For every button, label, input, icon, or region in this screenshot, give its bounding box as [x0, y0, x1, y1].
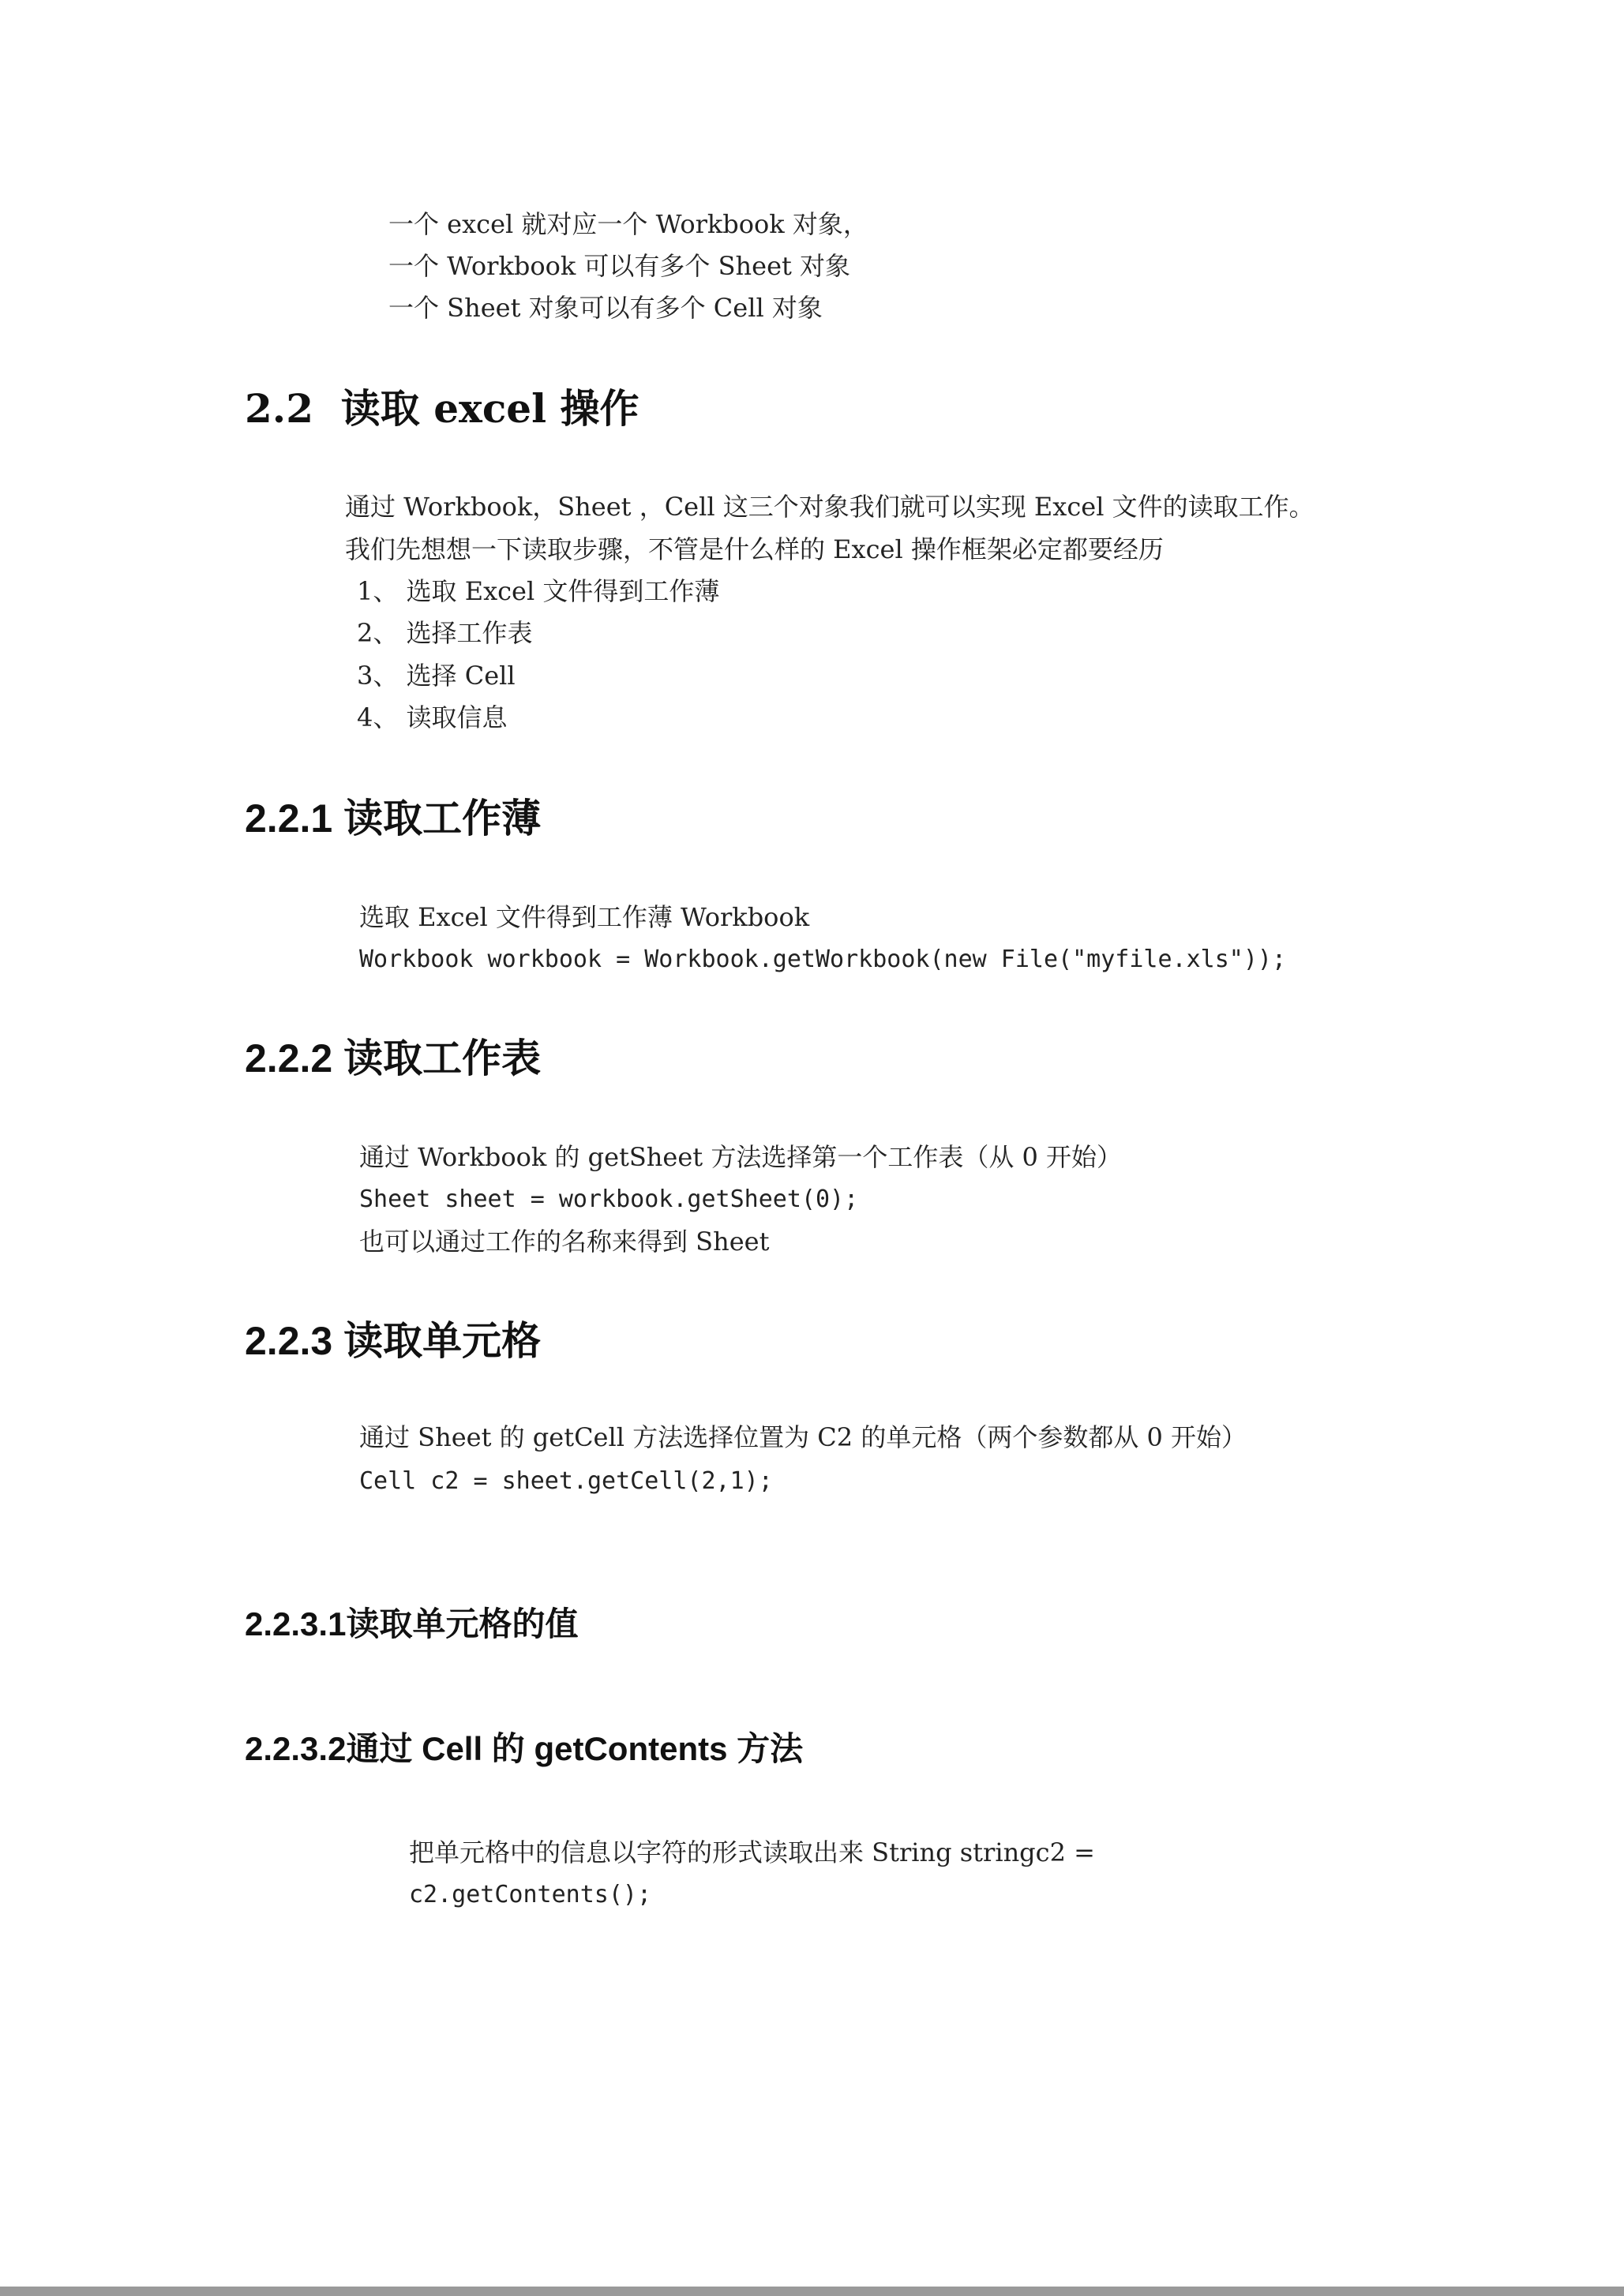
- step-item-3: 3、 选择 Cell: [357, 661, 516, 691]
- step-item-1: 1、 选取 Excel 文件得到工作薄: [357, 576, 720, 606]
- step-item-2: 2、 选择工作表: [357, 618, 533, 648]
- intro-line-2: 一个 Workbook 可以有多个 Sheet 对象: [388, 251, 851, 281]
- heading-2-2-2: 2.2.2 读取工作表: [245, 1036, 542, 1081]
- heading-2-2-1: 2.2.1 读取工作薄: [245, 796, 542, 841]
- section-2-2-1-code: Workbook workbook = Workbook.getWorkbook(new File("myfile.xls"));: [359, 946, 1286, 973]
- section-2-2-2-text: 通过 Workbook 的 getSheet 方法选择第一个工作表（从 0 开始）: [359, 1142, 1123, 1172]
- section-2-2-para-1: 通过 Workbook，Sheet ，Cell 这三个对象我们就可以实现 Excel 文件的读取工作。: [345, 492, 1315, 522]
- section-2-2-3-code: Cell c2 = sheet.getCell(2,1);: [359, 1467, 773, 1495]
- heading-2-2-3-1: 2.2.3.1读取单元格的值: [245, 1605, 579, 1642]
- section-2-2-3-text: 通过 Sheet 的 getCell 方法选择位置为 C2 的单元格（两个参数都从 0 开始）: [359, 1422, 1247, 1452]
- intro-line-3: 一个 Sheet 对象可以有多个 Cell 对象: [388, 293, 823, 323]
- section-2-2-para-2: 我们先想想一下读取步骤，不管是什么样的 Excel 操作框架必定都要经历: [345, 534, 1164, 564]
- heading-2-2-3: 2.2.3 读取单元格: [245, 1319, 542, 1363]
- heading-2-2-3-2: 2.2.3.2通过 Cell 的 getContents 方法: [245, 1730, 804, 1767]
- section-2-2-1-text: 选取 Excel 文件得到工作薄 Workbook: [359, 902, 810, 932]
- section-2-2-3-2-line-2: c2.getContents();: [409, 1881, 652, 1908]
- heading-2-2: 2.2 读取 excel 操作: [245, 385, 639, 432]
- section-2-2-3-2-line-1: 把单元格中的信息以字符的形式读取出来 String stringc2 =: [409, 1837, 1095, 1867]
- page-bottom-edge: [0, 2287, 1624, 2296]
- section-2-2-2-code: Sheet sheet = workbook.getSheet(0);: [359, 1185, 859, 1213]
- step-item-4: 4、 读取信息: [357, 702, 508, 732]
- section-2-2-2-text-2: 也可以通过工作的名称来得到 Sheet: [359, 1227, 770, 1257]
- intro-line-1: 一个 excel 就对应一个 Workbook 对象，: [388, 209, 868, 239]
